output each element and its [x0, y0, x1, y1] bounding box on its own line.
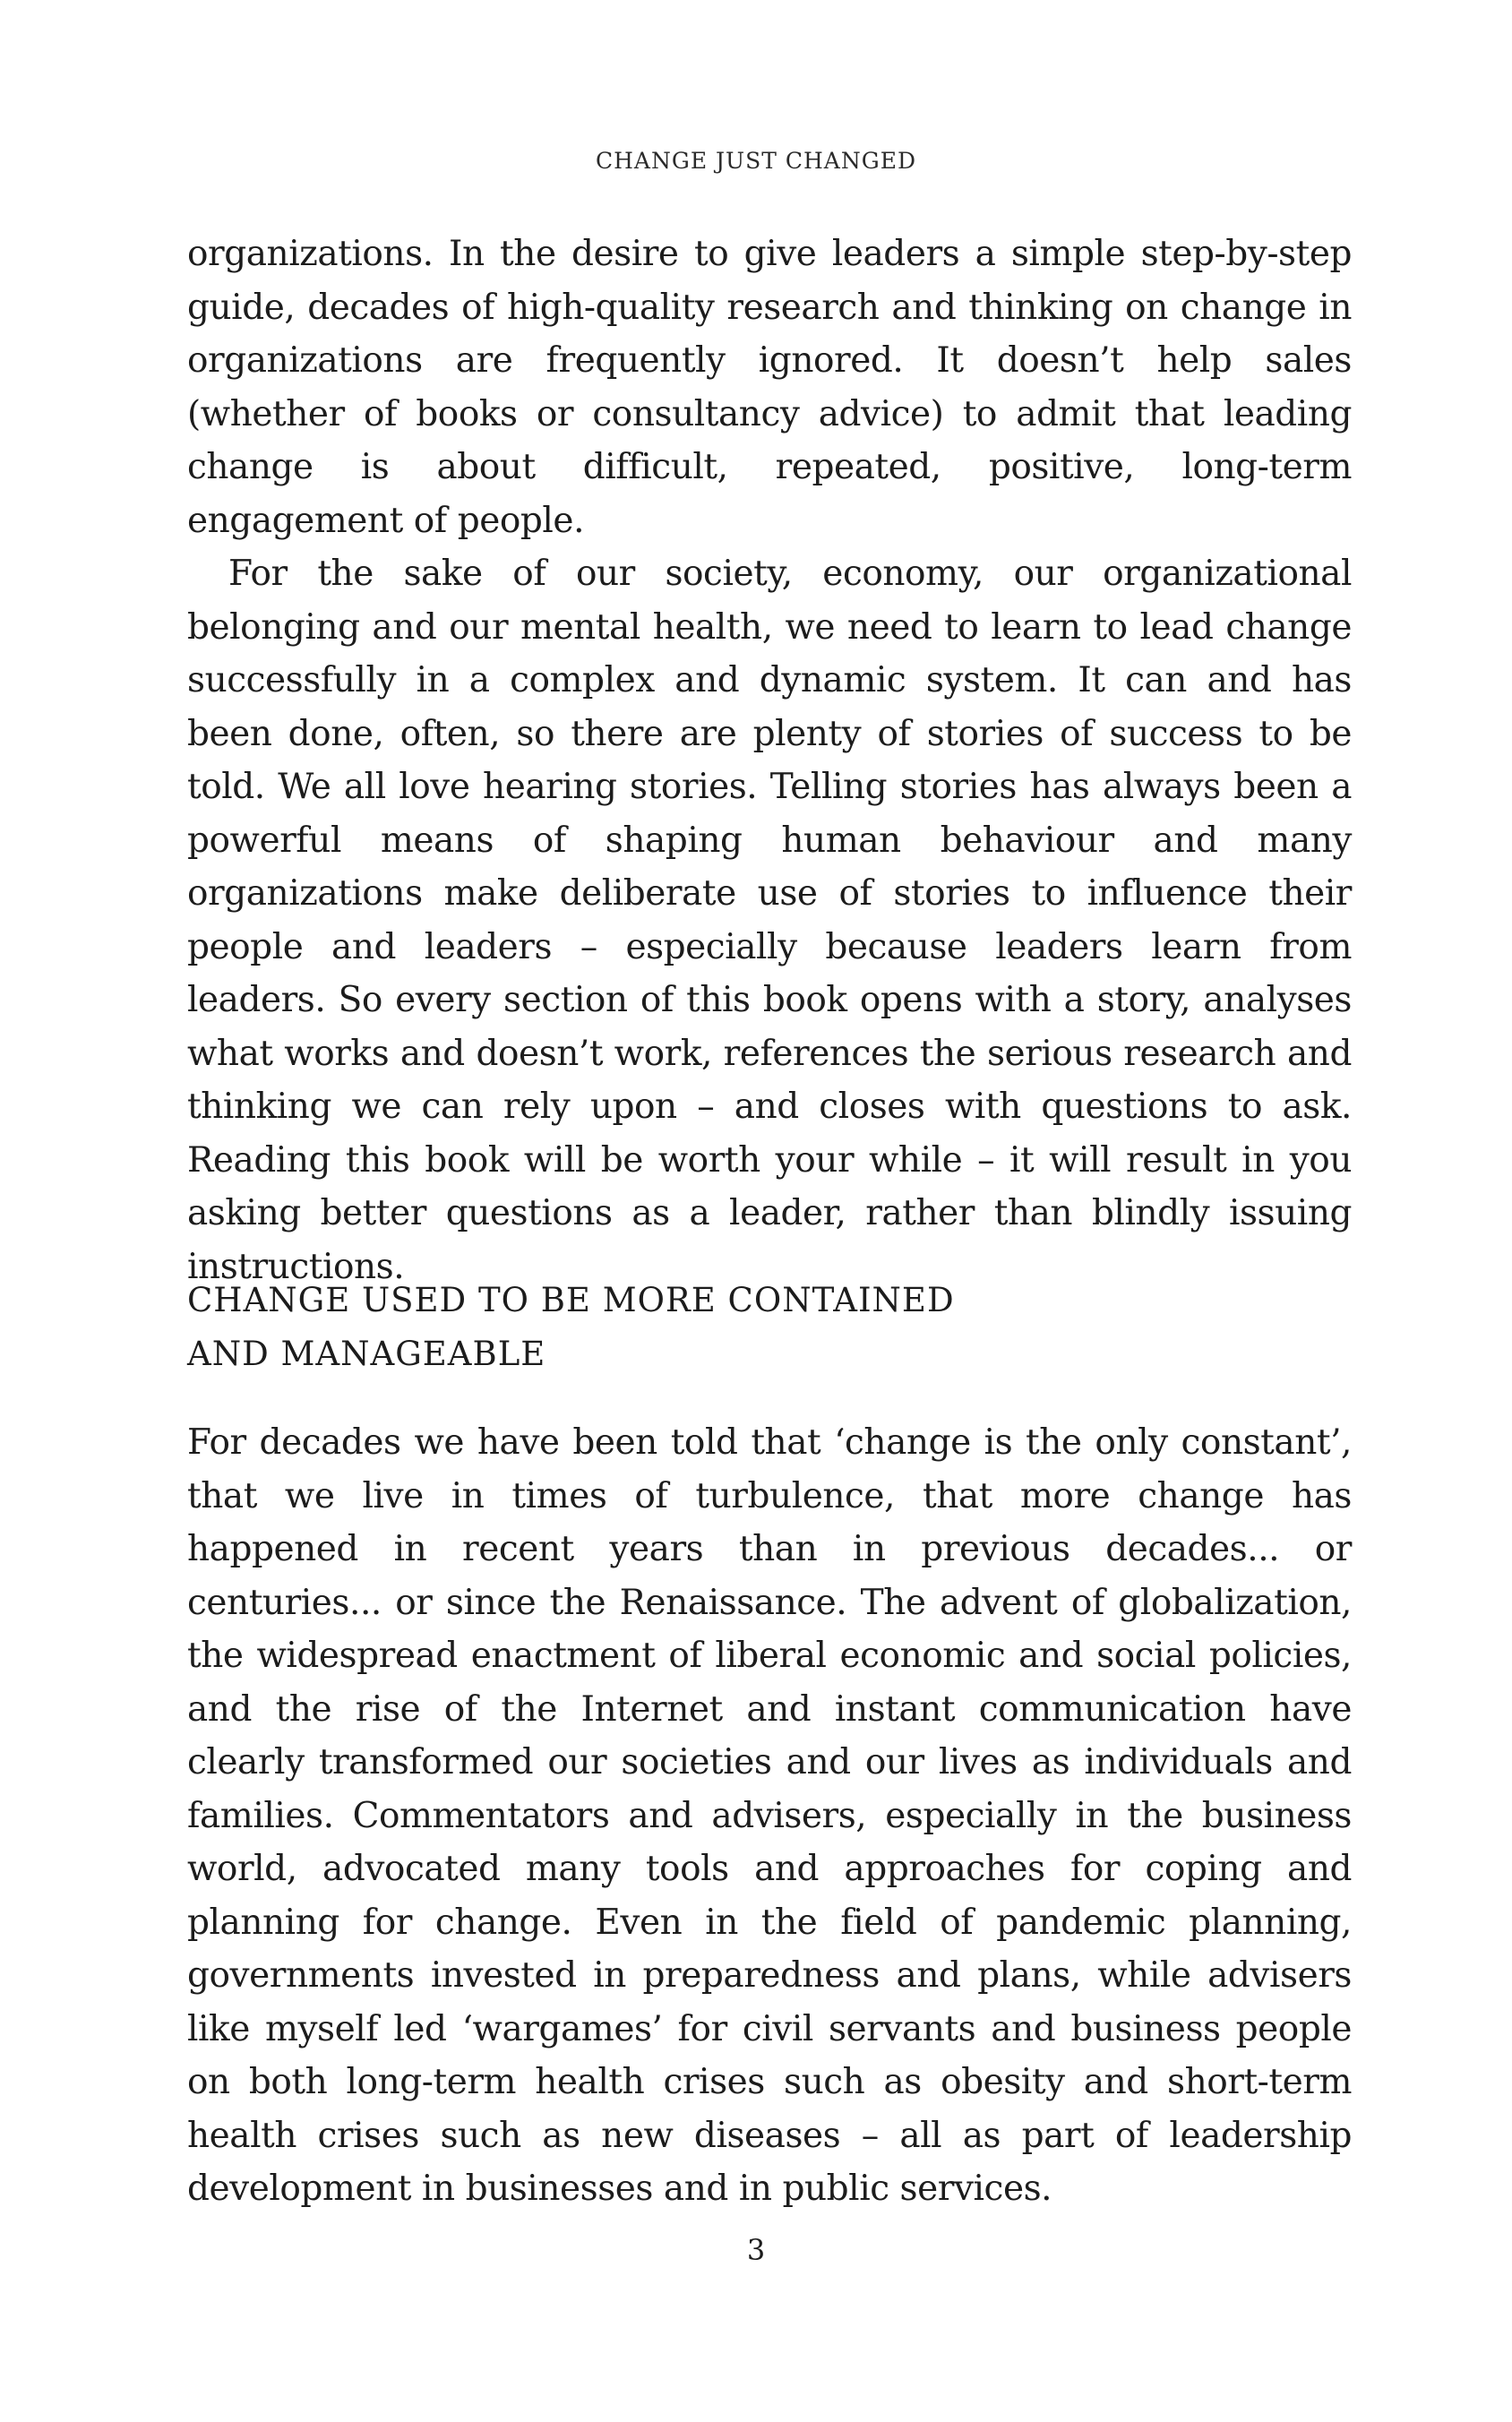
section-heading [187, 1274, 1352, 1381]
running-head: CHANGE JUST CHANGED [596, 148, 916, 174]
paragraph-stories: For the sake of our society, economy, our organizational belonging and our mental health, we need to learn to lead change successfully in a complex and dynamic system. It can and has been done, often, so there are plenty of stories of success to be told. We all love hearing stories. Telling stories has always been a powerful means of shaping human behaviour and many organizations make deliberate use of stories to influence their people and leaders – especially because leaders learn from leaders. So every section of this book opens with a story, analyses what works and doesn’t work, references the serious research and thinking we can rely upon – and closes with questions to ask. Reading this book will be worth your while – it will result in you asking better questions as a leader, rather than blindly issuing instructions. [187, 554, 1352, 1287]
paragraph-continuation: organizations. In the desire to give leaders a simple step-by-step guide, decades of high-quality research and thinking on change in organizations are frequently ignored. It doesn’t help sales (whether of books or consultancy advice) to admit that leading change is about difficult, repeated, positive, long-term engagement of people. [187, 234, 1352, 541]
section-heading-line-2: AND MANAGEABLE [187, 1335, 546, 1373]
section-heading-line-1: CHANGE USED TO BE MORE CONTAINED [187, 1281, 955, 1319]
body-text-section [187, 1416, 1352, 2216]
page-number: 3 [746, 2233, 766, 2267]
paragraph-change-constant: For decades we have been told that ‘change is the only constant’, that we live in times of turbulence, that more change has happened in recent years than in previous decades... or centuries... or since the Renaissance. The advent of globalization, the widespread enactment of liberal economic and social policies, and the rise of the Internet and instant communication have clearly transformed our societies and our lives as individuals and families. Commentators and advisers, especially in the business world, advocated many tools and approaches for coping and planning for change. Even in the field of pandemic planning, governments invested in preparedness and plans, while advisers like myself led ‘wargames’ for civil servants and business people on both long-term health crises such as obesity and short-term health crises such as new diseases – all as part of leadership development in businesses and in public services. [187, 1422, 1352, 2209]
body-text-top [187, 228, 1352, 1293]
